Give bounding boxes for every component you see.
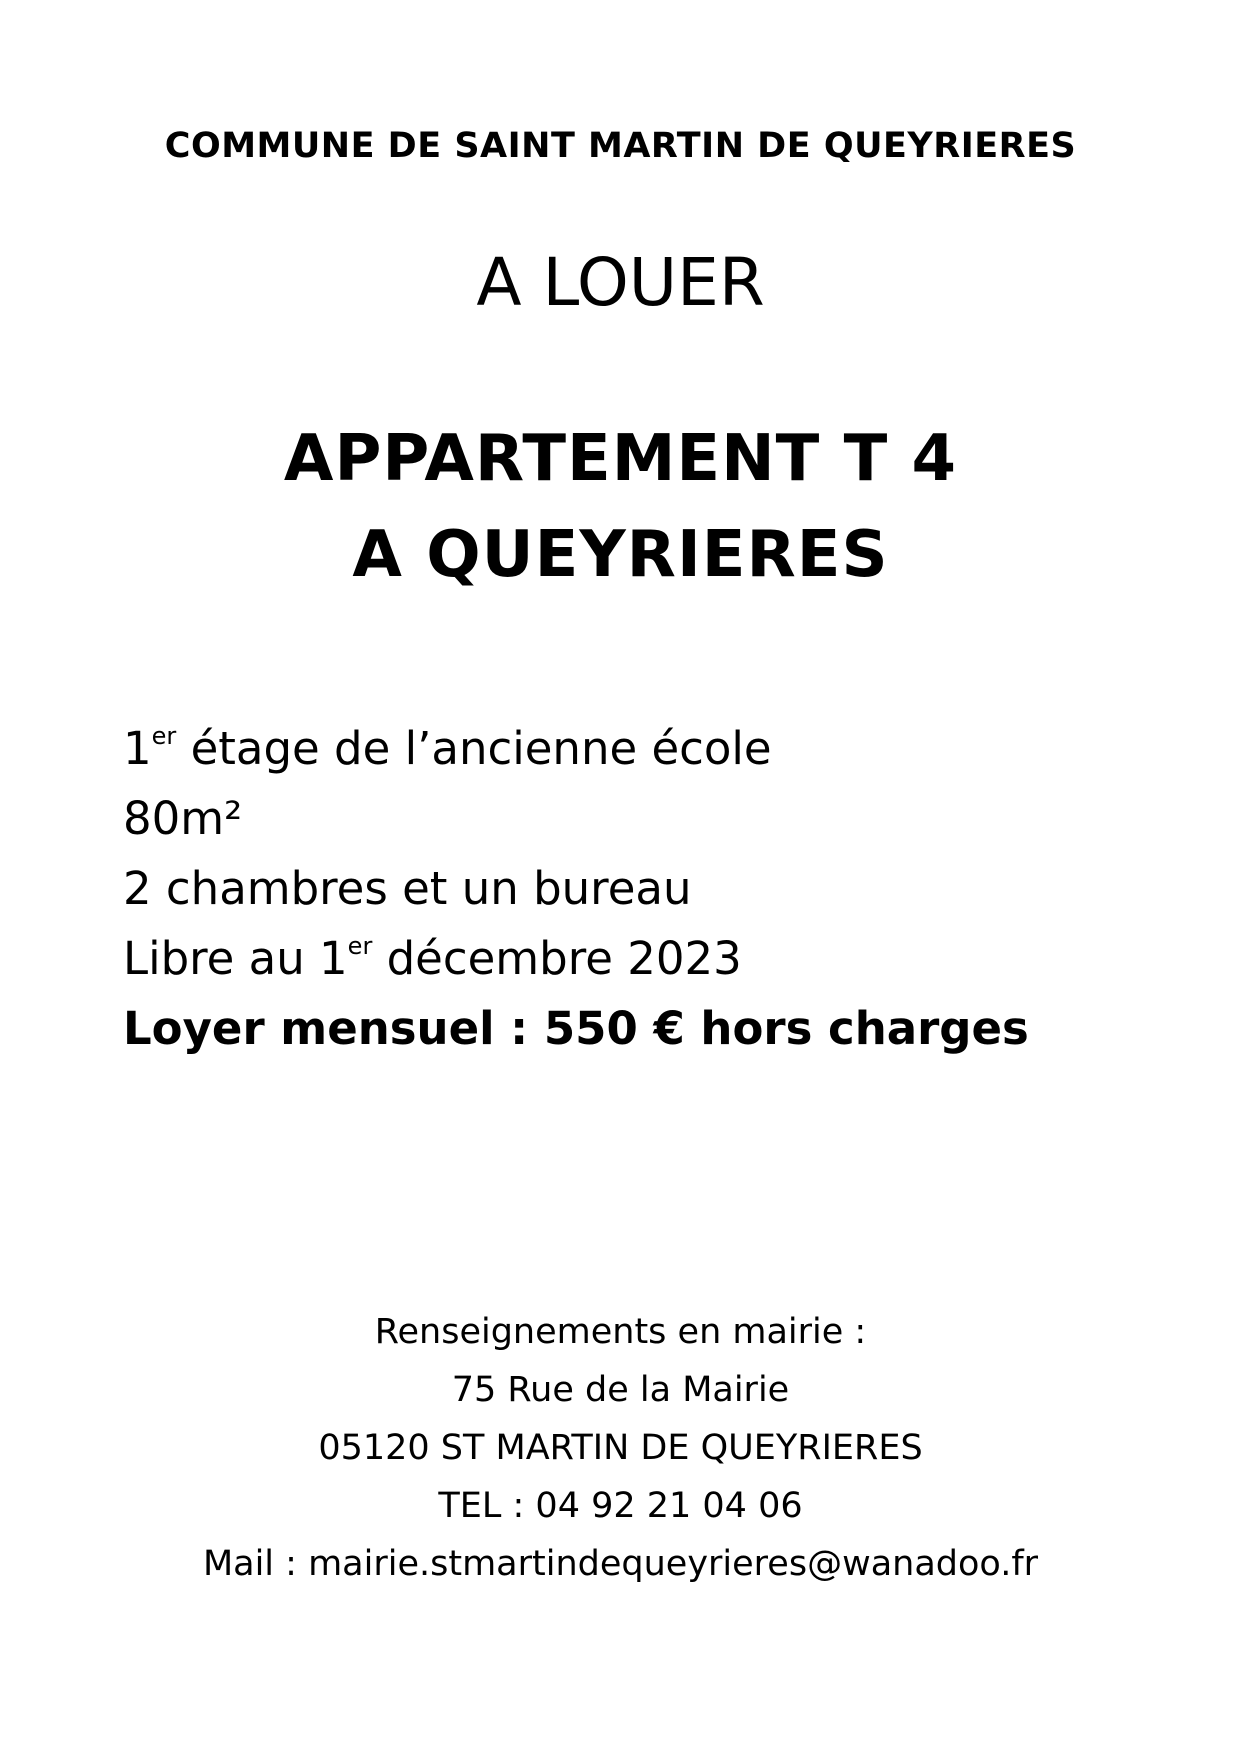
contact-phone: TEL : 04 92 21 04 06 (438, 1486, 803, 1526)
detail-rent: Loyer mensuel : 550 € hors charges (123, 1002, 1029, 1055)
availability-suffix: er (347, 932, 373, 960)
contact-city: 05120 ST MARTIN DE QUEYRIERES (318, 1428, 923, 1468)
commune-heading: COMMUNE DE SAINT MARTIN DE QUEYRIERES (164, 126, 1077, 166)
property-type-heading: APPARTEMENT T 4 (283, 422, 958, 496)
detail-availability (123, 932, 742, 985)
property-location-heading: A QUEYRIERES (352, 518, 889, 592)
floor-text: étage de l’ancienne école (176, 722, 772, 775)
detail-floor (123, 722, 772, 775)
contact-intro: Renseignements en mairie : (374, 1312, 867, 1352)
floor-number: 1 (123, 722, 152, 775)
for-rent-title: A LOUER (476, 244, 765, 321)
availability-prefix: Libre au 1 (123, 932, 348, 985)
detail-rooms: 2 chambres et un bureau (123, 862, 692, 915)
contact-street: 75 Rue de la Mairie (451, 1370, 790, 1410)
floor-suffix: er (151, 722, 177, 750)
detail-area: 80m² (123, 792, 243, 845)
availability-date: décembre 2023 (372, 932, 742, 985)
contact-email: Mail : mairie.stmartindequeyrieres@wanadoo.fr (202, 1544, 1039, 1584)
